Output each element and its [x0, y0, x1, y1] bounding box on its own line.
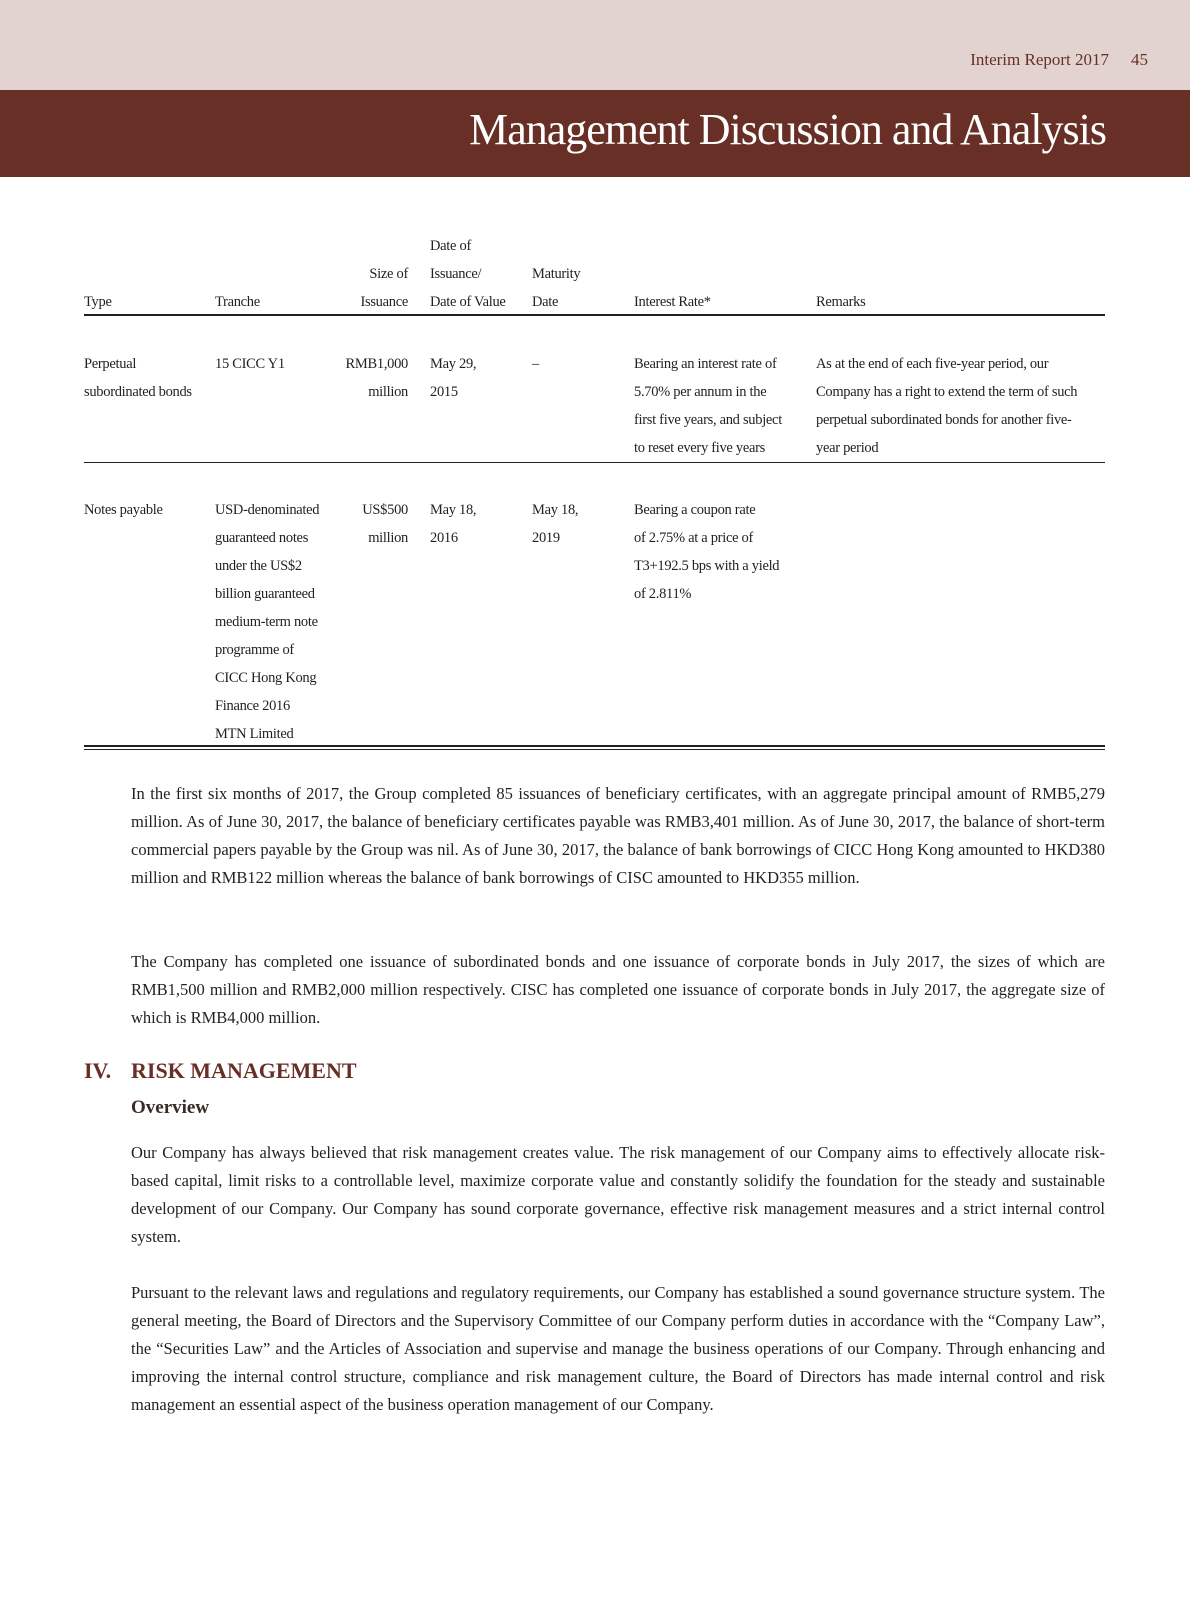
cell-line: US$500 — [362, 502, 408, 518]
cell-line: first five years, and subject — [634, 412, 782, 428]
cell-type — [84, 496, 163, 524]
cell-maturity — [532, 496, 578, 552]
cell-line: under the US$2 — [215, 558, 302, 574]
section-number: IV. — [84, 1058, 112, 1083]
cell-line: of 2.811% — [634, 586, 692, 602]
header-line: Date of — [430, 238, 471, 254]
paragraph: The Company has completed one issuance of subordinated bonds and one issuance of corporate bonds in July 2017, the sizes of which are RMB1,500 million and RMB2,000 million respectively. CISC has completed one issuance of corporate bonds in July 2017, the aggregate size of which is RMB4,000 million. — [131, 952, 1105, 1027]
running-header — [970, 50, 1148, 70]
row-rule — [84, 462, 1105, 463]
cell-date — [430, 350, 476, 406]
cell-size — [330, 496, 408, 552]
header-line: Size of — [369, 266, 408, 282]
cell-line: year period — [816, 440, 879, 456]
cell-line: T3+192.5 bps with a yield — [634, 558, 780, 574]
cell-line: guaranteed notes — [215, 530, 309, 546]
cell-line: programme of — [215, 642, 294, 658]
subsection-heading: Overview — [131, 1097, 210, 1118]
cell-maturity — [532, 350, 539, 378]
cell-line: 5.70% per annum in the — [634, 384, 767, 400]
cell-interest — [634, 350, 782, 462]
header-line: Date of Value — [430, 294, 506, 310]
header-line: Issuance — [360, 294, 408, 310]
bottom-rule — [84, 749, 1105, 750]
cell-date — [430, 496, 476, 552]
cell-tranche — [215, 496, 319, 748]
paragraph: Pursuant to the relevant laws and regulations and regulatory requirements, our Company has established a sound governance structure system. The general meeting, the Board of Directors and the Supervisory Committee of our Company perform duties in accordance with the “Company Law”, the “Securities Law” and the Articles of Association and supervise and manage the business operations of our Company. Through enhancing and improving the internal control structure, compliance and risk management culture, the Board of Directors has made internal control and risk management an essential aspect of the business operation management of our Company. — [131, 1283, 1105, 1414]
header-line: Date — [532, 294, 559, 310]
cell-line: May 29, — [430, 356, 477, 372]
cell-line: USD-denominated — [215, 502, 320, 518]
cell-line: Finance 2016 — [215, 698, 290, 714]
header-band — [0, 0, 1190, 90]
cell-line: million — [368, 530, 408, 546]
cell-line: Bearing a coupon rate — [634, 502, 756, 518]
cell-line: CICC Hong Kong — [215, 670, 317, 686]
cell-line: – — [532, 356, 539, 372]
cell-line: 2019 — [532, 530, 560, 546]
cell-line: 15 CICC Y1 — [215, 356, 285, 372]
cell-line: to reset every five years — [634, 440, 765, 456]
header-line: Issuance/ — [430, 266, 482, 282]
cell-type — [84, 350, 192, 406]
cell-tranche — [215, 350, 285, 378]
section-title: RISK MANAGEMENT — [131, 1058, 357, 1083]
cell-line: 2016 — [430, 530, 458, 546]
section-heading — [84, 1058, 357, 1084]
cell-line: May 18, — [430, 502, 477, 518]
cell-line: Notes payable — [84, 502, 163, 518]
cell-line: of 2.75% at a price of — [634, 530, 754, 546]
page-number: 45 — [1131, 50, 1148, 69]
col-header-date — [430, 232, 506, 316]
header-line: Maturity — [532, 266, 581, 282]
col-header-interest: Interest Rate* — [634, 294, 711, 310]
cell-line: million — [368, 384, 408, 400]
cell-interest — [634, 496, 779, 608]
cell-remarks — [816, 350, 1077, 462]
cell-line: 2015 — [430, 384, 458, 400]
cell-line: perpetual subordinated bonds for another five- — [816, 412, 1072, 428]
cell-line: As at the end of each five-year period, our — [816, 356, 1049, 372]
cell-line: Bearing an interest rate of — [634, 356, 777, 372]
header-rule — [84, 314, 1105, 316]
running-title: Interim Report 2017 — [970, 50, 1109, 69]
col-header-size — [330, 260, 408, 316]
cell-line: Company has a right to extend the term of such — [816, 384, 1078, 400]
cell-line: RMB1,000 — [345, 356, 408, 372]
cell-line: MTN Limited — [215, 726, 294, 742]
cell-line: billion guaranteed — [215, 586, 315, 602]
cell-line: Perpetual — [84, 356, 137, 372]
col-header-maturity — [532, 260, 580, 316]
paragraph: In the first six months of 2017, the Group completed 85 issuances of beneficiary certificates, with an aggregate principal amount of RMB5,279 million. As of June 30, 2017, the balance of beneficiary certificates payable was RMB3,401 million. As of June 30, 2017, the balance of short-term commercial papers payable by the Group was nil. As of June 30, 2017, the balance of bank borrowings of CICC Hong Kong amounted to HKD380 million and RMB122 million whereas the balance of bank borrowings of CISC amounted to HKD355 million. — [131, 784, 1105, 887]
col-header-remarks: Remarks — [816, 294, 866, 310]
col-header-tranche: Tranche — [215, 294, 260, 310]
cell-size — [330, 350, 408, 406]
cell-line: May 18, — [532, 502, 579, 518]
paragraph: Our Company has always believed that risk management creates value. The risk management of our Company aims to effectively allocate risk-based capital, limit risks to a controllable level, maximize corporate value and constantly solidify the foundation for the steady and sustainable development of our Company. Our Company has sound corporate governance, effective risk management measures and a strict internal control system. — [131, 1143, 1105, 1246]
cell-line: medium-term note — [215, 614, 318, 630]
cell-line: subordinated bonds — [84, 384, 192, 400]
col-header-type: Type — [84, 294, 112, 310]
page-title: Management Discussion and Analysis — [469, 105, 1106, 154]
